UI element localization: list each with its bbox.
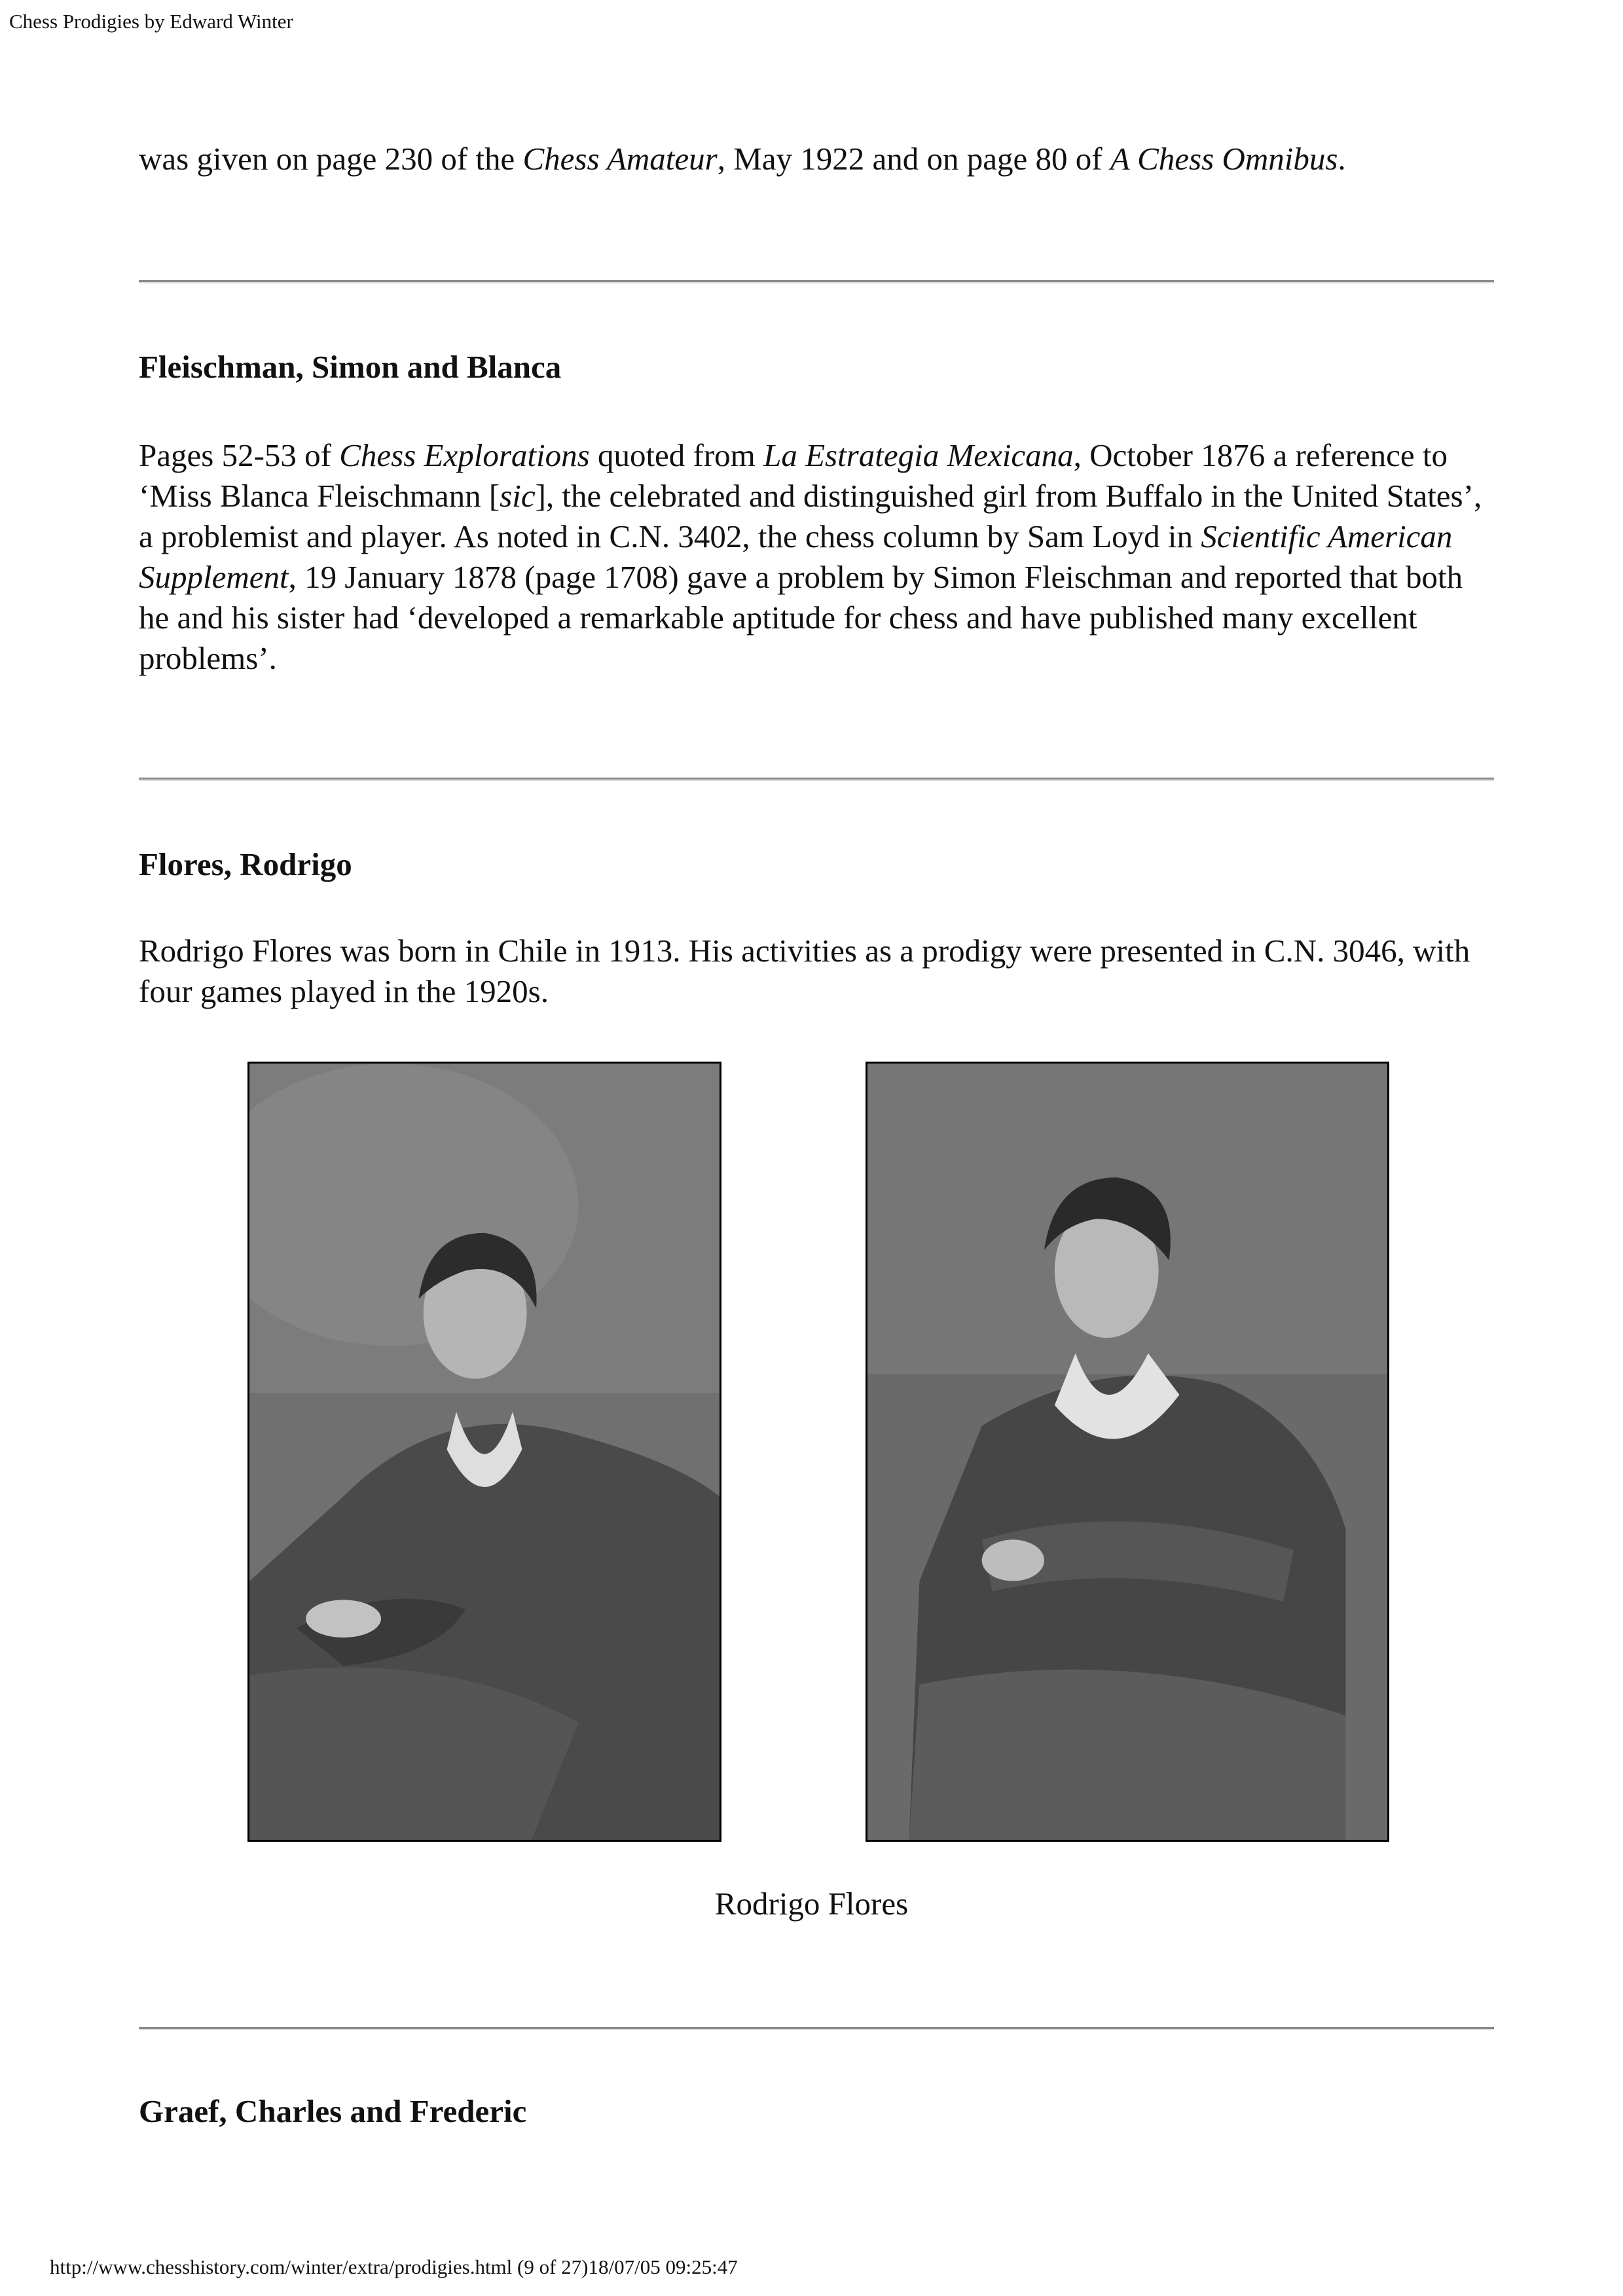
section-divider	[139, 778, 1494, 781]
title-la-estrategia-mexicana: La Estrategia Mexicana	[763, 437, 1074, 473]
intro-title-chess-omnibus: A Chess Omnibus	[1110, 141, 1338, 177]
heading-graef: Graef, Charles and Frederic	[139, 2093, 527, 2129]
fleischman-text-4: ], the celebrated and distinguished girl from Buffalo in the United States’, a problemist and player. As noted in C.N. 3402, the chess column by Sam Loyd in	[139, 478, 1482, 554]
heading-fleischman: Fleischman, Simon and Blanca	[139, 349, 562, 385]
intro-text-3: .	[1338, 141, 1346, 177]
title-chess-explorations: Chess Explorations	[339, 437, 590, 473]
fleischman-text-2: quoted from	[589, 437, 764, 473]
fleischman-text-3: , October 1876 a reference to ‘Miss Blanca Fleischmann [	[139, 437, 1448, 514]
photo-rodrigo-flores-arms-crossed	[866, 1062, 1389, 1842]
section-divider	[139, 280, 1494, 283]
intro-text-2: , May 1922 and on page 80 of	[717, 141, 1110, 177]
fleischman-text-5: , 19 January 1878 (page 1708) gave a problem by Simon Fleischman and reported that both he and his sister had ‘developed a remarkable aptitude for chess and have published many excellent problems’.	[139, 559, 1463, 676]
flores-paragraph: Rodrigo Flores was born in Chile in 1913. His activities as a prodigy were presented in C.N. 3046, with four games played in the 1920s.	[139, 933, 1470, 1009]
intro-paragraph	[139, 139, 1501, 179]
footer-url: http://www.chesshistory.com/winter/extra/prodigies.html (9 of 27)18/07/05 09:25:47	[50, 2255, 738, 2278]
portrait-seated-icon	[249, 1064, 720, 1840]
section-divider	[139, 2027, 1494, 2030]
photo-caption: Rodrigo Flores	[714, 1886, 909, 1922]
sic-note: sic	[500, 478, 536, 514]
portrait-arms-crossed-icon	[867, 1064, 1387, 1840]
title-scientific-american-supplement: Scientific American Supplement	[139, 518, 1453, 595]
heading-flores: Flores, Rodrigo	[139, 846, 352, 882]
intro-title-chess-amateur: Chess Amateur	[522, 141, 718, 177]
fleischman-text-1: Pages 52-53 of	[139, 437, 340, 473]
photo-rodrigo-flores-seated	[247, 1062, 721, 1842]
intro-text-1: was given on page 230 of the	[139, 141, 523, 177]
running-head: Chess Prodigies by Edward Winter	[9, 10, 293, 33]
fleischman-paragraph	[139, 435, 1501, 679]
